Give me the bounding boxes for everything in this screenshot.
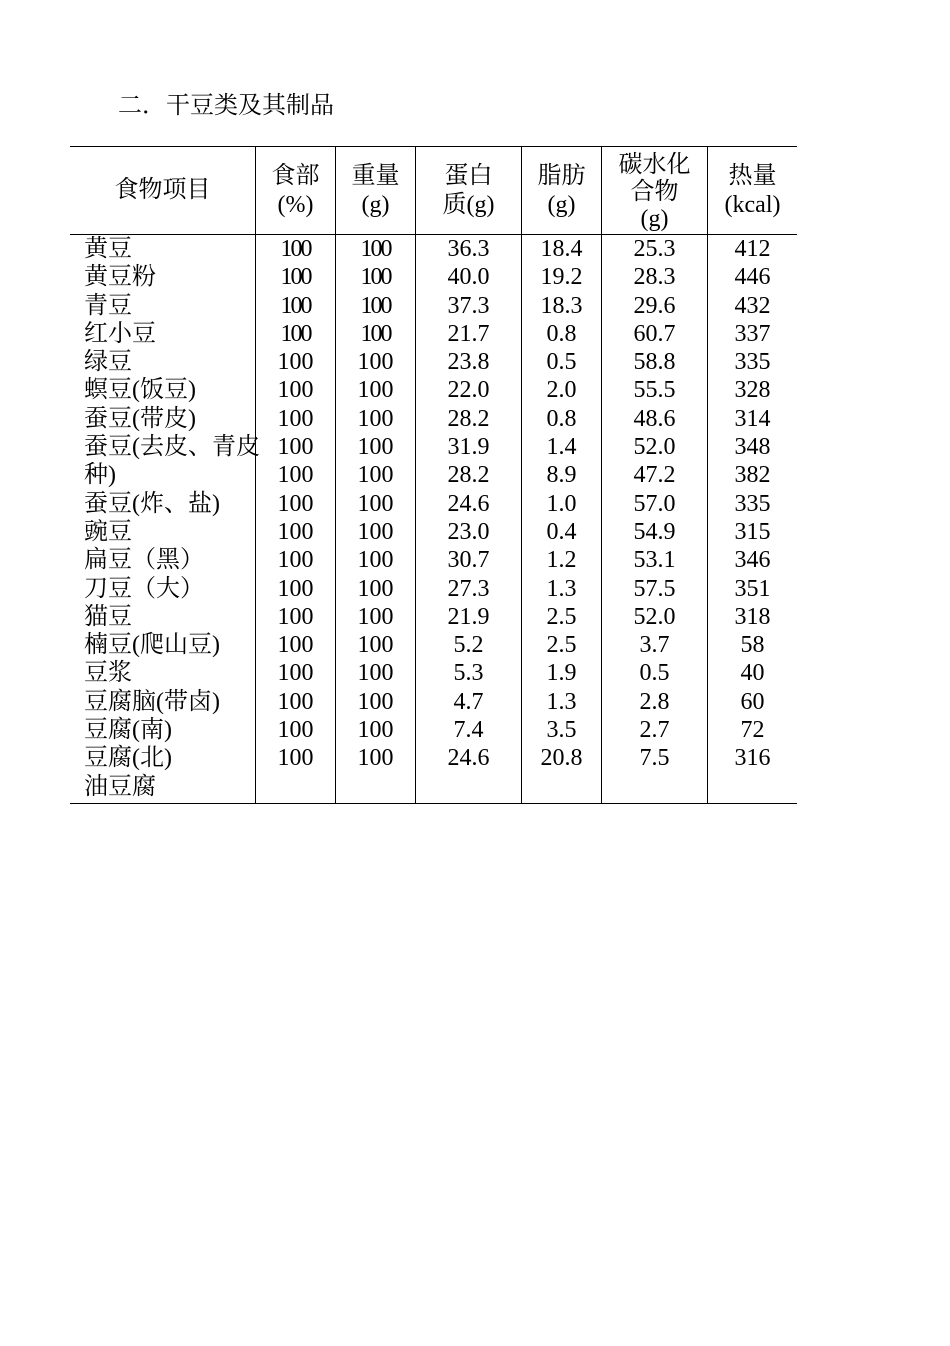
cell-edible: 100 xyxy=(277,688,314,715)
cell-name: 蚕豆(去皮、青皮 xyxy=(84,434,260,461)
cell-name: 豆腐(南) xyxy=(84,717,172,744)
section-title: 二．干豆类及其制品 xyxy=(118,93,334,119)
cell-weight: 100 xyxy=(357,377,394,404)
cell-protein: 21.7 xyxy=(447,320,490,347)
cell-energy: 412 xyxy=(734,236,771,262)
cell-name: 油豆腐 xyxy=(84,773,156,800)
cell-edible: 100 xyxy=(280,236,311,262)
cell-fat: 20.8 xyxy=(540,745,583,772)
table-row xyxy=(70,688,797,716)
cell-edible: 100 xyxy=(277,745,314,772)
cell-energy: 58 xyxy=(740,632,765,659)
cell-energy: 335 xyxy=(734,349,771,376)
cell-energy: 314 xyxy=(734,405,771,432)
cell-carb: 54.9 xyxy=(633,518,676,545)
table-row xyxy=(70,376,797,404)
cell-weight: 100 xyxy=(360,320,391,347)
cell-energy: 351 xyxy=(734,575,771,602)
cell-weight: 100 xyxy=(357,490,394,517)
nutrition-table xyxy=(70,146,797,804)
cell-edible: 100 xyxy=(277,547,314,574)
cell-edible: 100 xyxy=(277,660,314,687)
cell-energy: 40 xyxy=(740,660,765,687)
cell-fat: 0.5 xyxy=(546,349,577,376)
header-energy xyxy=(708,147,797,234)
cell-weight: 100 xyxy=(360,264,391,291)
header-food-label: 食物项目 xyxy=(114,177,211,203)
cell-weight: 100 xyxy=(357,745,394,772)
cell-edible: 100 xyxy=(280,264,311,291)
header-fat-line2: (g) xyxy=(547,191,576,218)
table-row xyxy=(70,773,797,801)
cell-edible: 100 xyxy=(277,349,314,376)
header-fat xyxy=(522,147,601,234)
cell-weight: 100 xyxy=(357,349,394,376)
cell-name: 楠豆(爬山豆) xyxy=(84,632,220,659)
cell-fat: 18.3 xyxy=(540,292,583,319)
table-row xyxy=(70,320,797,348)
cell-energy: 60 xyxy=(740,688,765,715)
header-carb xyxy=(602,147,707,236)
cell-energy: 432 xyxy=(734,292,771,319)
table-row xyxy=(70,744,797,772)
cell-protein: 24.6 xyxy=(447,490,490,517)
table-row xyxy=(70,292,797,320)
header-protein-line2: 质(g) xyxy=(442,191,495,218)
cell-protein: 7.4 xyxy=(453,717,484,744)
cell-name: 刀豆（大） xyxy=(84,575,204,602)
cell-carb: 57.0 xyxy=(633,490,676,517)
cell-edible: 100 xyxy=(280,292,311,319)
cell-name: 蚕豆(带皮) xyxy=(84,405,196,432)
cell-fat: 1.2 xyxy=(546,547,577,574)
cell-fat: 1.3 xyxy=(546,575,577,602)
cell-carb: 2.8 xyxy=(639,688,670,715)
cell-protein: 21.9 xyxy=(447,603,490,630)
cell-protein: 27.3 xyxy=(447,575,490,602)
cell-weight: 100 xyxy=(360,292,391,319)
table-row xyxy=(70,433,797,461)
cell-fat: 1.3 xyxy=(546,688,577,715)
cell-weight: 100 xyxy=(357,688,394,715)
header-fat-line1: 脂肪 xyxy=(537,162,586,189)
cell-fat: 1.9 xyxy=(546,660,577,687)
cell-carb: 57.5 xyxy=(633,575,676,602)
cell-energy: 348 xyxy=(734,434,771,461)
table-row xyxy=(70,405,797,433)
cell-protein: 37.3 xyxy=(447,292,490,319)
header-food xyxy=(70,147,255,234)
cell-fat: 3.5 xyxy=(546,717,577,744)
cell-protein: 36.3 xyxy=(447,236,490,262)
cell-carb: 0.5 xyxy=(639,660,670,687)
cell-protein: 22.0 xyxy=(447,377,490,404)
table-row xyxy=(70,716,797,744)
table-row xyxy=(70,263,797,291)
cell-energy: 328 xyxy=(734,377,771,404)
cell-name: 豌豆 xyxy=(84,518,132,545)
cell-protein: 24.6 xyxy=(447,745,490,772)
cell-carb: 29.6 xyxy=(633,292,676,319)
table-row xyxy=(70,659,797,687)
cell-edible: 100 xyxy=(277,434,314,461)
cell-fat: 0.8 xyxy=(546,405,577,432)
header-edible-line1: 食部 xyxy=(271,162,320,189)
cell-carb: 52.0 xyxy=(633,603,676,630)
cell-edible: 100 xyxy=(277,575,314,602)
table-row xyxy=(70,575,797,603)
cell-fat: 1.0 xyxy=(546,490,577,517)
cell-edible: 100 xyxy=(277,632,314,659)
cell-name: 猫豆 xyxy=(84,603,132,630)
cell-protein: 4.7 xyxy=(453,688,484,715)
header-edible-line2: (%) xyxy=(277,191,314,218)
cell-name: 青豆 xyxy=(84,292,132,319)
cell-edible: 100 xyxy=(277,603,314,630)
header-edible xyxy=(256,147,335,234)
cell-protein: 28.2 xyxy=(447,462,490,489)
header-weight xyxy=(336,147,415,234)
cell-fat: 2.5 xyxy=(546,632,577,659)
table-row xyxy=(70,235,797,263)
cell-carb: 48.6 xyxy=(633,405,676,432)
cell-name: 豆腐(北) xyxy=(84,745,172,772)
cell-edible: 100 xyxy=(277,490,314,517)
cell-edible: 100 xyxy=(277,405,314,432)
cell-energy: 72 xyxy=(740,717,765,744)
cell-name: 种) xyxy=(84,462,116,489)
cell-carb: 3.7 xyxy=(639,632,670,659)
cell-weight: 100 xyxy=(357,575,394,602)
cell-fat: 1.4 xyxy=(546,434,577,461)
cell-weight: 100 xyxy=(357,547,394,574)
cell-carb: 7.5 xyxy=(639,745,670,772)
cell-energy: 315 xyxy=(734,518,771,545)
cell-fat: 8.9 xyxy=(546,462,577,489)
cell-protein: 5.2 xyxy=(453,632,484,659)
header-protein-line1: 蛋白 xyxy=(444,162,493,189)
cell-energy: 346 xyxy=(734,547,771,574)
cell-weight: 100 xyxy=(357,518,394,545)
cell-energy: 337 xyxy=(734,320,771,347)
cell-name: 蚕豆(炸、盐) xyxy=(84,490,220,517)
cell-energy: 335 xyxy=(734,490,771,517)
cell-name: 绿豆 xyxy=(84,349,132,376)
header-carb-line2: 合物 xyxy=(630,179,679,205)
cell-weight: 100 xyxy=(357,660,394,687)
cell-carb: 55.5 xyxy=(633,377,676,404)
cell-name: 红小豆 xyxy=(84,320,156,347)
table-row xyxy=(70,546,797,574)
cell-protein: 31.9 xyxy=(447,434,490,461)
table-row xyxy=(70,518,797,546)
cell-carb: 53.1 xyxy=(633,547,676,574)
cell-carb: 60.7 xyxy=(633,320,676,347)
cell-name: 螟豆(饭豆) xyxy=(84,377,196,404)
cell-name: 黄豆粉 xyxy=(84,264,156,291)
cell-fat: 18.4 xyxy=(540,236,583,262)
cell-name: 扁豆（黑） xyxy=(84,547,204,574)
cell-name: 豆腐脑(带卤) xyxy=(84,688,220,715)
cell-energy: 382 xyxy=(734,462,771,489)
cell-weight: 100 xyxy=(357,603,394,630)
cell-protein: 5.3 xyxy=(453,660,484,687)
cell-fat: 0.8 xyxy=(546,320,577,347)
table-row xyxy=(70,631,797,659)
header-carb-line3: (g) xyxy=(640,206,669,232)
cell-fat: 2.0 xyxy=(546,377,577,404)
cell-fat: 0.4 xyxy=(546,518,577,545)
cell-edible: 100 xyxy=(277,518,314,545)
header-weight-line2: (g) xyxy=(361,191,390,218)
cell-carb: 58.8 xyxy=(633,349,676,376)
cell-carb: 52.0 xyxy=(633,434,676,461)
cell-weight: 100 xyxy=(360,236,391,262)
cell-protein: 23.8 xyxy=(447,349,490,376)
cell-carb: 47.2 xyxy=(633,462,676,489)
cell-protein: 30.7 xyxy=(447,547,490,574)
table-row xyxy=(70,348,797,376)
cell-weight: 100 xyxy=(357,434,394,461)
cell-weight: 100 xyxy=(357,462,394,489)
header-protein xyxy=(416,147,521,234)
cell-weight: 100 xyxy=(357,405,394,432)
cell-fat: 19.2 xyxy=(540,264,583,291)
cell-name: 豆浆 xyxy=(84,660,132,687)
cell-energy: 318 xyxy=(734,603,771,630)
table-row xyxy=(70,603,797,631)
cell-carb: 2.7 xyxy=(639,717,670,744)
cell-weight: 100 xyxy=(357,717,394,744)
header-weight-line1: 重量 xyxy=(351,162,400,189)
cell-name: 黄豆 xyxy=(84,236,132,262)
cell-protein: 23.0 xyxy=(447,518,490,545)
cell-edible: 100 xyxy=(280,320,311,347)
cell-energy: 446 xyxy=(734,264,771,291)
table-row xyxy=(70,490,797,518)
cell-carb: 25.3 xyxy=(633,236,676,262)
cell-edible: 100 xyxy=(277,377,314,404)
table-body xyxy=(70,235,797,801)
cell-carb: 28.3 xyxy=(633,264,676,291)
cell-edible: 100 xyxy=(277,462,314,489)
header-energy-line1: 热量 xyxy=(728,162,777,189)
cell-weight: 100 xyxy=(357,632,394,659)
cell-energy: 316 xyxy=(734,745,771,772)
cell-fat: 2.5 xyxy=(546,603,577,630)
header-energy-line2: (kcal) xyxy=(724,191,781,218)
cell-protein: 40.0 xyxy=(447,264,490,291)
table-row xyxy=(70,461,797,489)
cell-protein: 28.2 xyxy=(447,405,490,432)
header-carb-line1: 碳水化 xyxy=(618,152,691,178)
cell-edible: 100 xyxy=(277,717,314,744)
